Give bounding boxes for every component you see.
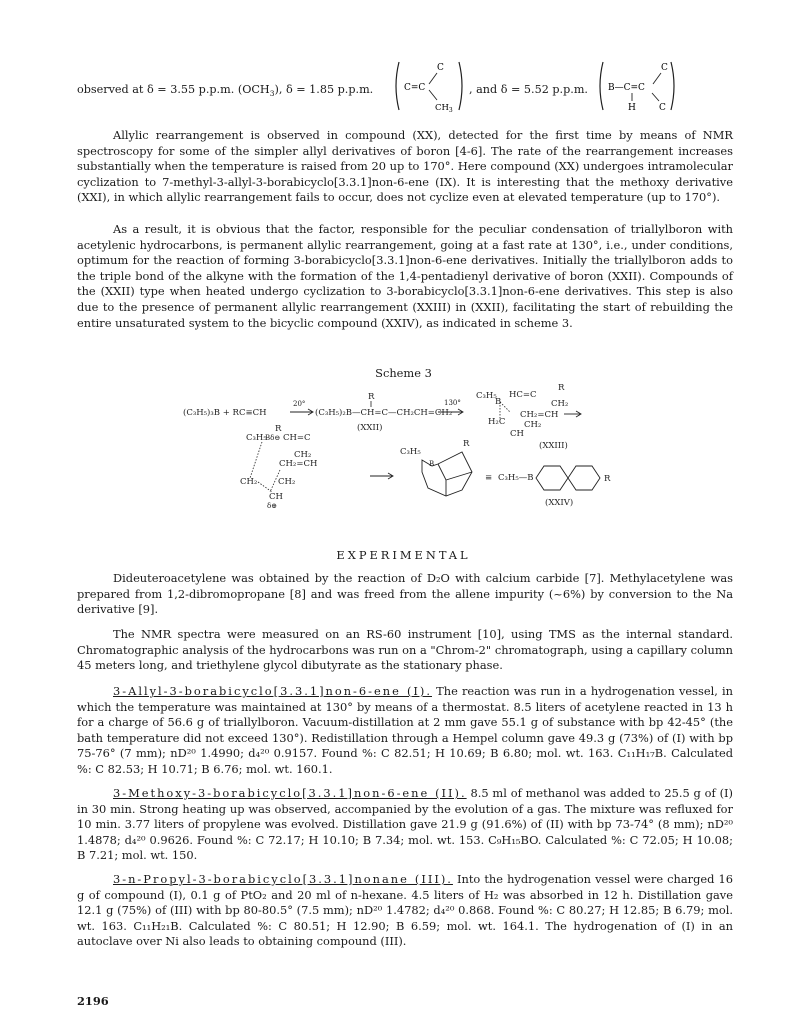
nmr-shift-line: observed at δ = 3.55 p.p.m. $(OCH_3)$, δ = 1.85 p.p.m. C C=C $CH_3$ , and δ = 5.52 p.p.m. C B—C=C H C	[77, 72, 737, 112]
bicyc-r: R	[463, 439, 470, 449]
label-xxiv: (XXIV)	[545, 498, 574, 508]
struct1-c-eq-c: C=C	[404, 83, 426, 93]
compound-ii-title: 3-Methoxy-3-borabicyclo[3.3.1]non-6-ene (II).	[113, 786, 467, 800]
ts-ch2-mid: CH₂	[278, 477, 296, 487]
struct2-c-bot: C	[659, 103, 666, 113]
xxiii-c3h5: C₃H₅	[476, 391, 497, 401]
shift-text-1: observed at δ = 3.55 p.p.m. (OCH	[77, 83, 270, 96]
struct1-ch3: CH	[435, 103, 449, 113]
ts-c3h5: C₃H₅	[246, 433, 267, 443]
paragraph-conclusion: As a result, it is obvious that the factor, responsible for the peculiar condensation of triallylboron with acetylenic hydrocarbons, is permanent allylic rearrangement, going at a fast rate at 130°, i.e., under conditions, optimum for the reaction of forming 3-borabicyclo[3.3.1]non-6-ene derivatives. Initially the triallylboron adds to the triple bond of the alkyne with the formation of the 1,4-pentadienyl derivative of boron (XXII). Compounds of the (XXII) type when heated undergo cyclization to 3-borabicyclo[3.3.1]non-6-ene derivatives. This step is also due to the presence of permanent allylic rearrangement (XXIII) in (XXII), facilitating the start of rebuilding the entire unsaturated system to the bicyclic compound (XXIV), as indicated in scheme 3.	[77, 222, 733, 330]
xxiii-ch2-bot: CH₂	[524, 420, 542, 430]
paragraph-reagents: Dideuteroacetylene was obtained by the reaction of D₂O with calcium carbide [7]. Methylacetylene was prepared from 1,2-dibromopropane [8] and was freed from the allene impurity (~6%) by conversion to the Na derivative [9].	[77, 571, 733, 617]
ts-ch: CH	[269, 492, 283, 502]
struct2-h: H	[628, 103, 636, 113]
svg-text:CH3: $CH_3$	[435, 103, 453, 114]
ts-ch-eq-c: CH=C	[283, 433, 311, 443]
paragraph-allylic-rearrangement: Allylic rearrangement is observed in compound (XX), detected for the first time by means of NMR spectroscopy for some of the simpler allyl derivatives of boron [4-6]. The rate of the rearrangement increases substantially when the temperature is raised from 20 up to 170°. Here compound (XX) undergoes intramolecular cyclization to 7-methyl-3-allyl-3-borabicyclo[3.3.1]non-6-ene (IX). It is interesting that the methoxy derivative (XXI), in which allylic rearrangement fails to occur, does not cyclize even at elevated temperature (up to 170°).	[77, 128, 733, 205]
product-r: R	[368, 392, 375, 402]
bicyc-c3h5: C₃H₅	[400, 447, 421, 457]
xxiii-b: B	[495, 397, 502, 407]
xxiv-c3h5-b: C₃H₅—B	[498, 473, 534, 483]
structure-methyl-vinyl	[393, 58, 465, 114]
label-xxiii: (XXIII)	[539, 441, 568, 451]
paragraph-compound-ii: 3-Methoxy-3-borabicyclo[3.3.1]non-6-ene (II). 8.5 ml of methanol was added to 25.5 g of (I) in 30 min. Strong heating up was observed, accompanied by the evolution of a gas. The mixture was refluxed for 10 min. 3.77 liters of propylene was evolved. Distillation gave 21.9 g (91.6%) of (II) with bp 73-74° (8 mm); nD²⁰ 1.4878; d₄²⁰ 0.9626. Found %: C 72.17; H 10.10; B 7.34; mol. wt. 153. C₉H₁₅BO. Calculated %: C 72.05; H 10.08; B 7.21; mol. wt. 150.	[77, 786, 733, 863]
struct2-c-top: C	[661, 63, 668, 73]
ts-ch2: CH₂	[294, 450, 312, 460]
scheme-3-diagram	[183, 380, 620, 530]
ts-ch2-left: CH₂	[240, 477, 258, 487]
structure-boron-vinyl	[597, 58, 679, 114]
shift-text-3: , and δ = 5.52 p.p.m.	[469, 83, 588, 96]
ts-b-delta: Bδ⊖	[265, 434, 281, 442]
ts-ch2-eq-ch: CH₂=CH	[279, 459, 318, 469]
xxiii-ch2-top: CH₂	[551, 399, 569, 409]
ts-delta-plus: δ⊕	[267, 502, 278, 510]
page-number: 2196	[77, 994, 109, 1008]
ts-r: R	[275, 424, 282, 434]
compound-i-title: 3-Allyl-3-borabicyclo[3.3.1]non-6-ene (I).	[113, 684, 432, 698]
struct2-b-c-c: B—C=C	[608, 83, 645, 93]
arrow2-label: 130°	[444, 399, 461, 407]
scheme-title: Scheme 3	[375, 366, 432, 380]
scheme-equiv: ≡	[485, 473, 493, 483]
paragraph-nmr-methods: The NMR spectra were measured on an RS-60 instrument [10], using TMS as the internal standard. Chromatographic analysis of the hydrocarbons was run on a "Chrom-2" chromatograph, using a capillary column 45 meters long, and triethylene glycol dibutyrate as the stationary phase.	[77, 627, 733, 673]
paragraph-compound-iii: 3-n-Propyl-3-borabicyclo[3.3.1]nonane (III). Into the hydrogenation vessel were charged 16 g of compound (I), 0.1 g of PtO₂ and 20 ml of n-hexane. 4.5 liters of H₂ was absorbed in 12 h. Distillation gave 12.1 g (75%) of (III) with bp 80-80.5° (7.5 mm); nD²⁰ 1.4782; d₄²⁰ 0.868. Found %: C 80.27; H 12.85; B 6.79; mol. wt. 163. C₁₁H₂₁B. Calculated %: C 80.51; H 12.90; B 6.59; mol. wt. 164.1. The hydrogenation of (I) in an autoclave over Ni also leads to obtaining compound (III).	[77, 872, 733, 949]
arrow1-label: 20°	[293, 400, 306, 408]
struct1-c-top: C	[437, 63, 444, 73]
paragraph-compound-i: 3-Allyl-3-borabicyclo[3.3.1]non-6-ene (I). The reaction was run in a hydrogenation vessel, in which the temperature was maintained at 130° by means of a thermostat. 8.5 liters of acetylene reacted in 13 h for a charge of 56.6 g of triallylboron. Vacuum-distillation at 2 mm gave 55.1 g of substance with bp 42-45° (the bath temperature did not exceed 130°). Redistillation through a Hempel column gave 49.3 g (73%) of (I) with bp 75-76° (7 mm); nD²⁰ 1.4990; d₄²⁰ 0.9157. Found %: C 82.51; H 10.69; B 6.80; mol. wt. 163. C₁₁H₁₇B. Calculated %: C 82.53; H 10.71; B 6.76; mol. wt. 160.1.	[77, 684, 733, 776]
xxiv-r: R	[604, 474, 611, 484]
xxiii-ch2-eq-ch: CH₂=CH	[520, 410, 559, 420]
scheme-reactant: (C₃H₅)₃B + RC≡CH	[183, 408, 267, 418]
compound-iii-title: 3-n-Propyl-3-borabicyclo[3.3.1]nonane (III).	[113, 872, 453, 886]
label-xxii: (XXII)	[357, 423, 383, 433]
bicyc-b: B	[429, 460, 435, 468]
scheme-product: (C₃H₅)₂B—CH=C—CH₂CH=CH₂	[315, 408, 453, 418]
xxiii-h2c: H₂C	[488, 417, 506, 427]
shift-text-2: ), δ = 1.85 p.p.m.	[274, 83, 374, 96]
xxiii-r: R	[558, 383, 565, 393]
xxiii-hc-c: HC=C	[509, 390, 537, 400]
section-heading-experimental: EXPERIMENTAL	[336, 548, 471, 562]
xxiii-ch: CH	[510, 429, 524, 439]
